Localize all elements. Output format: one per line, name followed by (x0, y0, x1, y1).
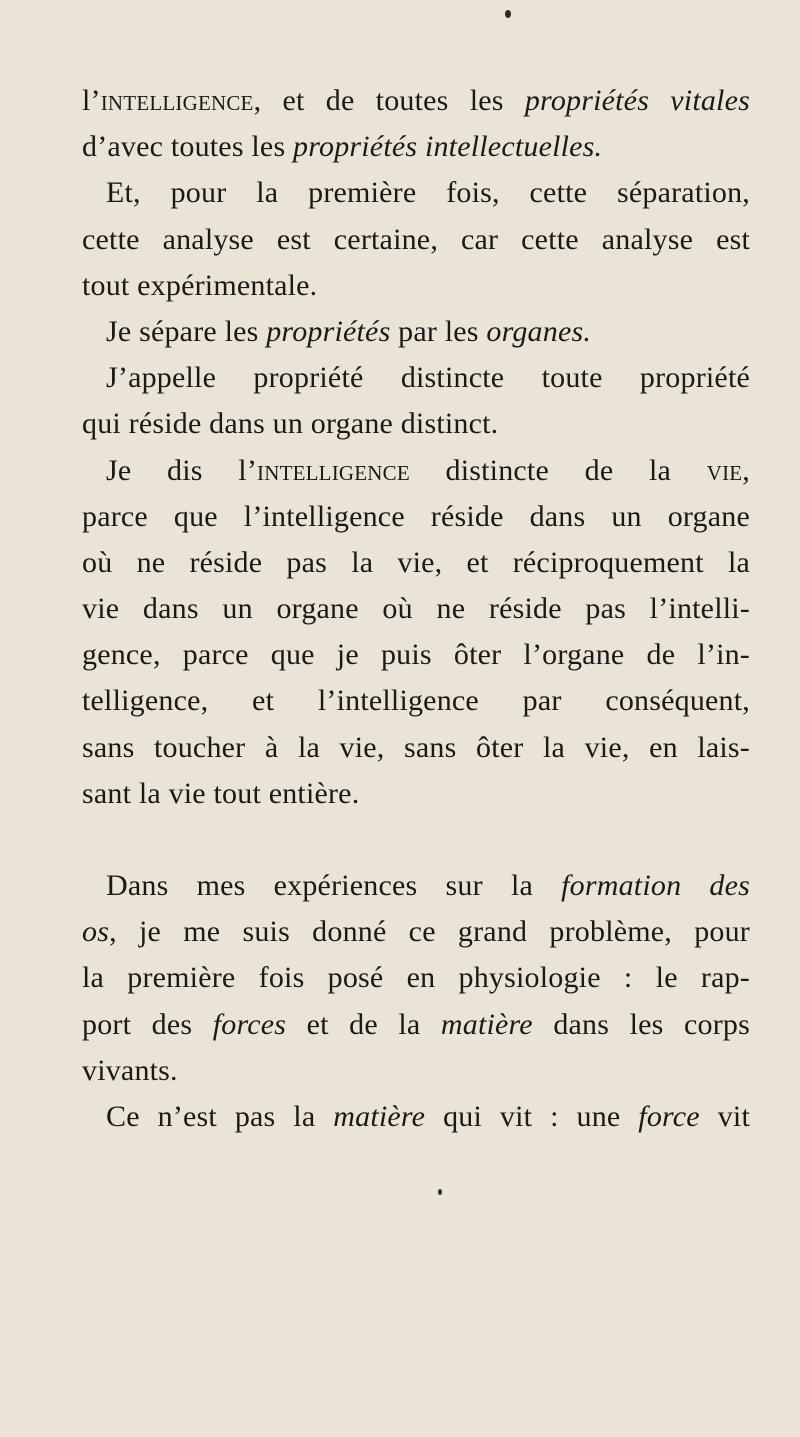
ink-speck-bottom (438, 1189, 442, 1195)
paragraph-separation (82, 170, 750, 309)
paragraph-distinct-property (82, 355, 750, 447)
text-line: l’intelligence, et de toutes les propriétés vitales (82, 84, 750, 117)
text-line: sant la vie tout entière. (82, 776, 360, 810)
text-line: Et, pour la première fois, cette séparation, (106, 176, 750, 210)
text-line: Je sépare les propriétés par les organes. (106, 314, 592, 348)
section-gap (82, 817, 750, 863)
ink-speck-top (505, 10, 511, 18)
paragraph-bone-formation (82, 863, 750, 1094)
page-text (82, 78, 750, 1140)
text-line: J’appelle propriété distincte toute propriété (106, 361, 750, 395)
paragraph-organs (82, 309, 750, 355)
text-line: tout expérimentale. (82, 268, 318, 302)
text-line: telligence, et l’intelligence par conséquent, (82, 684, 750, 718)
text-line: gence, parce que je puis ôter l’organe de l’in- (82, 638, 750, 672)
text-line: Ce n’est pas la matière qui vit : une force vit (106, 1099, 750, 1133)
paragraph-force-lives (82, 1094, 750, 1140)
text-line: Dans mes expériences sur la formation des (106, 869, 750, 902)
text-line: d’avec toutes les propriétés intellectuelles. (82, 130, 603, 164)
paragraph-intelligence-vs-life (82, 448, 750, 818)
text-line: port des forces et de la matière dans les corps (82, 1007, 750, 1041)
paragraph-intelligence-properties (82, 78, 750, 170)
text-line: où ne réside pas la vie, et réciproquement la (82, 545, 750, 579)
text-line: sans toucher à la vie, sans ôter la vie, en lais- (82, 730, 750, 764)
text-line: parce que l’intelligence réside dans un organe (82, 499, 750, 533)
text-line: cette analyse est certaine, car cette analyse est (82, 222, 750, 256)
text-line: vie dans un organe où ne réside pas l’intelli- (82, 592, 750, 626)
text-line: os, je me suis donné ce grand problème, pour (82, 915, 750, 949)
text-line: la première fois posé en physiologie : le rap- (82, 961, 750, 995)
text-line: Je dis l’intelligence distincte de la vie, (106, 453, 750, 487)
text-line: vivants. (82, 1053, 178, 1087)
text-line: qui réside dans un organe distinct. (82, 407, 499, 441)
